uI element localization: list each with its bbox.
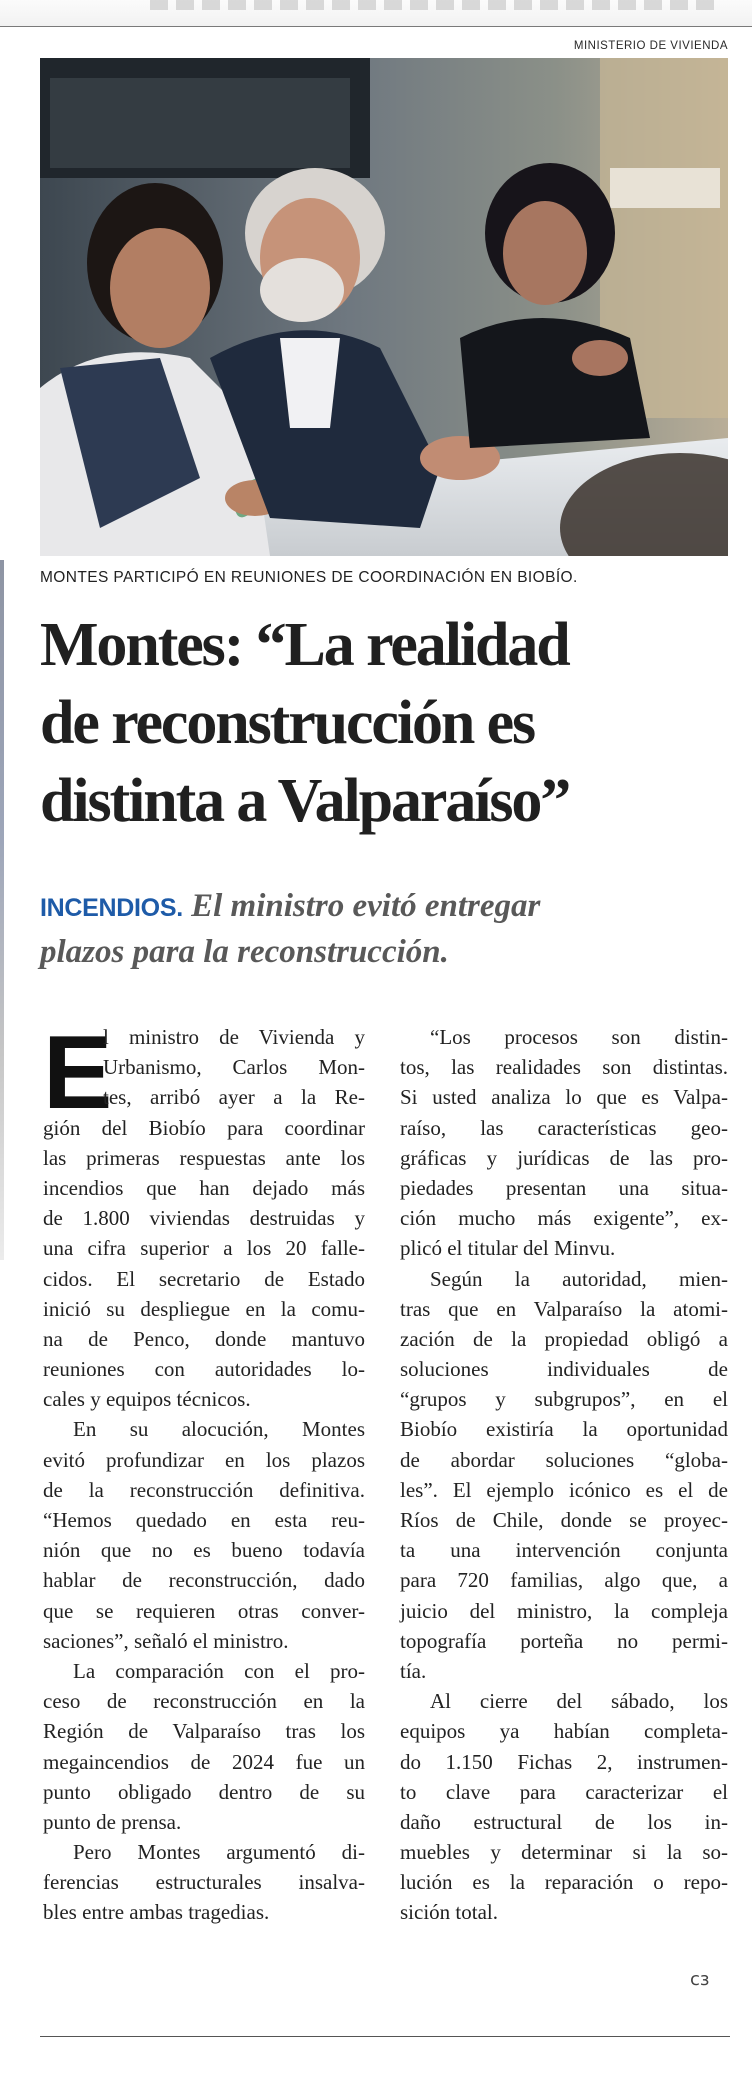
body-line: l ministro de Vivienda y xyxy=(103,1025,365,1049)
body-line: raíso, las características geo- xyxy=(400,1115,728,1140)
body-line: “Los procesos son distin- xyxy=(430,1025,728,1049)
body-line: megaincendios de 2024 fue un xyxy=(43,1749,365,1774)
body-line: las primeras respuestas ante los xyxy=(43,1145,365,1170)
section-kicker: INCENDIOS. xyxy=(40,894,183,922)
body-line: La comparación con el pro- xyxy=(73,1658,365,1683)
body-line: gión del Biobío para coordinar xyxy=(43,1115,365,1140)
body-line: daño estructural de los in- xyxy=(400,1809,728,1834)
body-line: topografía porteña no permi- xyxy=(400,1628,728,1653)
body-line: tras que en Valparaíso la atomi- xyxy=(400,1296,728,1321)
body-line: cales y equipos técnicos. xyxy=(43,1387,251,1412)
body-line: ceso de reconstrucción en la xyxy=(43,1689,365,1714)
top-divider xyxy=(0,26,752,27)
photo-credit: MINISTERIO DE VIVIENDA xyxy=(573,40,728,52)
body-line: gráficas y jurídicas de las pro- xyxy=(400,1145,728,1170)
body-column-2 xyxy=(400,1022,728,1928)
body-line: de la reconstrucción definitiva. xyxy=(43,1477,365,1502)
body-line: punto obligado dentro de su xyxy=(43,1779,365,1804)
body-line: En su alocución, Montes xyxy=(73,1417,365,1442)
bottom-divider xyxy=(40,2036,730,2037)
body-line: do 1.150 Fichas 2, instrumen- xyxy=(400,1749,728,1774)
body-line: Según la autoridad, mien- xyxy=(430,1266,728,1291)
left-page-edge xyxy=(0,560,4,1260)
body-line: ción mucho más exigente”, ex- xyxy=(400,1206,728,1231)
body-line: muebles y determinar si la so- xyxy=(400,1840,728,1865)
body-line: bles entre ambas tragedias. xyxy=(43,1900,270,1925)
body-line: to clave para caracterizar el xyxy=(400,1779,728,1804)
body-line: inició su despliegue en la comu- xyxy=(43,1296,365,1321)
body-line: les”. El ejemplo icónico es el de xyxy=(400,1477,728,1502)
body-line: tes, arribó ayer a la Re- xyxy=(103,1085,365,1110)
headline-line: de reconstrucción es xyxy=(40,689,535,757)
photo-caption: MONTES PARTICIPÓ EN REUNIONES DE COORDINACIÓN EN BIOBÍO. xyxy=(40,569,578,586)
body-line: nión que no es bueno todavía xyxy=(43,1538,365,1563)
body-line: Al cierre del sábado, los xyxy=(430,1689,728,1714)
article-end-mark: cз xyxy=(690,1969,710,1990)
body-line: Urbanismo, Carlos Mon- xyxy=(103,1055,365,1080)
body-line: Biobío existiría la oportunidad xyxy=(400,1417,728,1442)
body-line: Ríos de Chile, donde se proyec- xyxy=(400,1508,728,1532)
body-line: “Hemos quedado en esta reu- xyxy=(43,1508,365,1532)
lede-line: El ministro evitó entregar xyxy=(191,888,541,924)
body-line: de 1.800 viviendas destruidas y xyxy=(43,1206,365,1231)
lede-line: plazos para la reconstrucción. xyxy=(40,934,449,970)
body-line: zación de la propiedad obligó a xyxy=(400,1326,728,1351)
body-line: cidos. El secretario de Estado xyxy=(43,1266,365,1291)
body-line: ferencias estructurales insalva- xyxy=(43,1870,365,1895)
headline-line: Montes: “La realidad xyxy=(40,611,569,679)
body-line: lución es la reparación o repo- xyxy=(400,1870,728,1895)
body-line: evitó profundizar en los plazos xyxy=(43,1447,365,1472)
body-line: de abordar soluciones “globa- xyxy=(400,1447,728,1472)
body-column-1 xyxy=(43,1015,365,1928)
body-line: “grupos y subgrupos”, en el xyxy=(400,1387,728,1412)
body-line: soluciones individuales de xyxy=(400,1357,728,1382)
body-line: plicó el titular del Minvu. xyxy=(400,1236,616,1261)
body-line: ta una intervención conjunta xyxy=(400,1538,728,1563)
news-photo xyxy=(40,58,728,556)
body-line: una cifra superior a los 20 falle- xyxy=(43,1236,365,1261)
headline xyxy=(40,606,730,840)
body-line: hablar de reconstrucción, dado xyxy=(43,1568,365,1593)
body-line: Región de Valparaíso tras los xyxy=(43,1719,365,1744)
body-line: piedades presentan una situa- xyxy=(400,1175,728,1200)
body-line: sición total. xyxy=(400,1900,498,1925)
body-line: saciones”, señaló el ministro. xyxy=(43,1628,289,1653)
previous-page-strip xyxy=(0,0,752,26)
body-line: tía. xyxy=(400,1658,427,1683)
body-line: punto de prensa. xyxy=(43,1809,182,1834)
body-line: juicio del ministro, la compleja xyxy=(400,1598,728,1623)
body-line: para 720 familias, algo que, a xyxy=(400,1568,728,1593)
lede xyxy=(40,884,730,974)
body-line: que se requieren otras conver- xyxy=(43,1598,365,1623)
body-line: Si usted analiza lo que es Valpa- xyxy=(400,1085,728,1110)
drop-cap: E xyxy=(43,1015,113,1131)
meeting-photo-illustration xyxy=(40,58,728,556)
body-line: na de Penco, donde mantuvo xyxy=(43,1326,365,1351)
body-line: incendios que han dejado más xyxy=(43,1175,365,1200)
body-line: reuniones con autoridades lo- xyxy=(43,1357,365,1382)
body-line: tos, las realidades son distintas. xyxy=(400,1055,728,1080)
cropped-header-text xyxy=(150,0,720,10)
body-line: equipos ya habían completa- xyxy=(400,1719,728,1744)
body-line: Pero Montes argumentó di- xyxy=(73,1840,365,1865)
headline-line: distinta a Valparaíso” xyxy=(40,767,570,835)
